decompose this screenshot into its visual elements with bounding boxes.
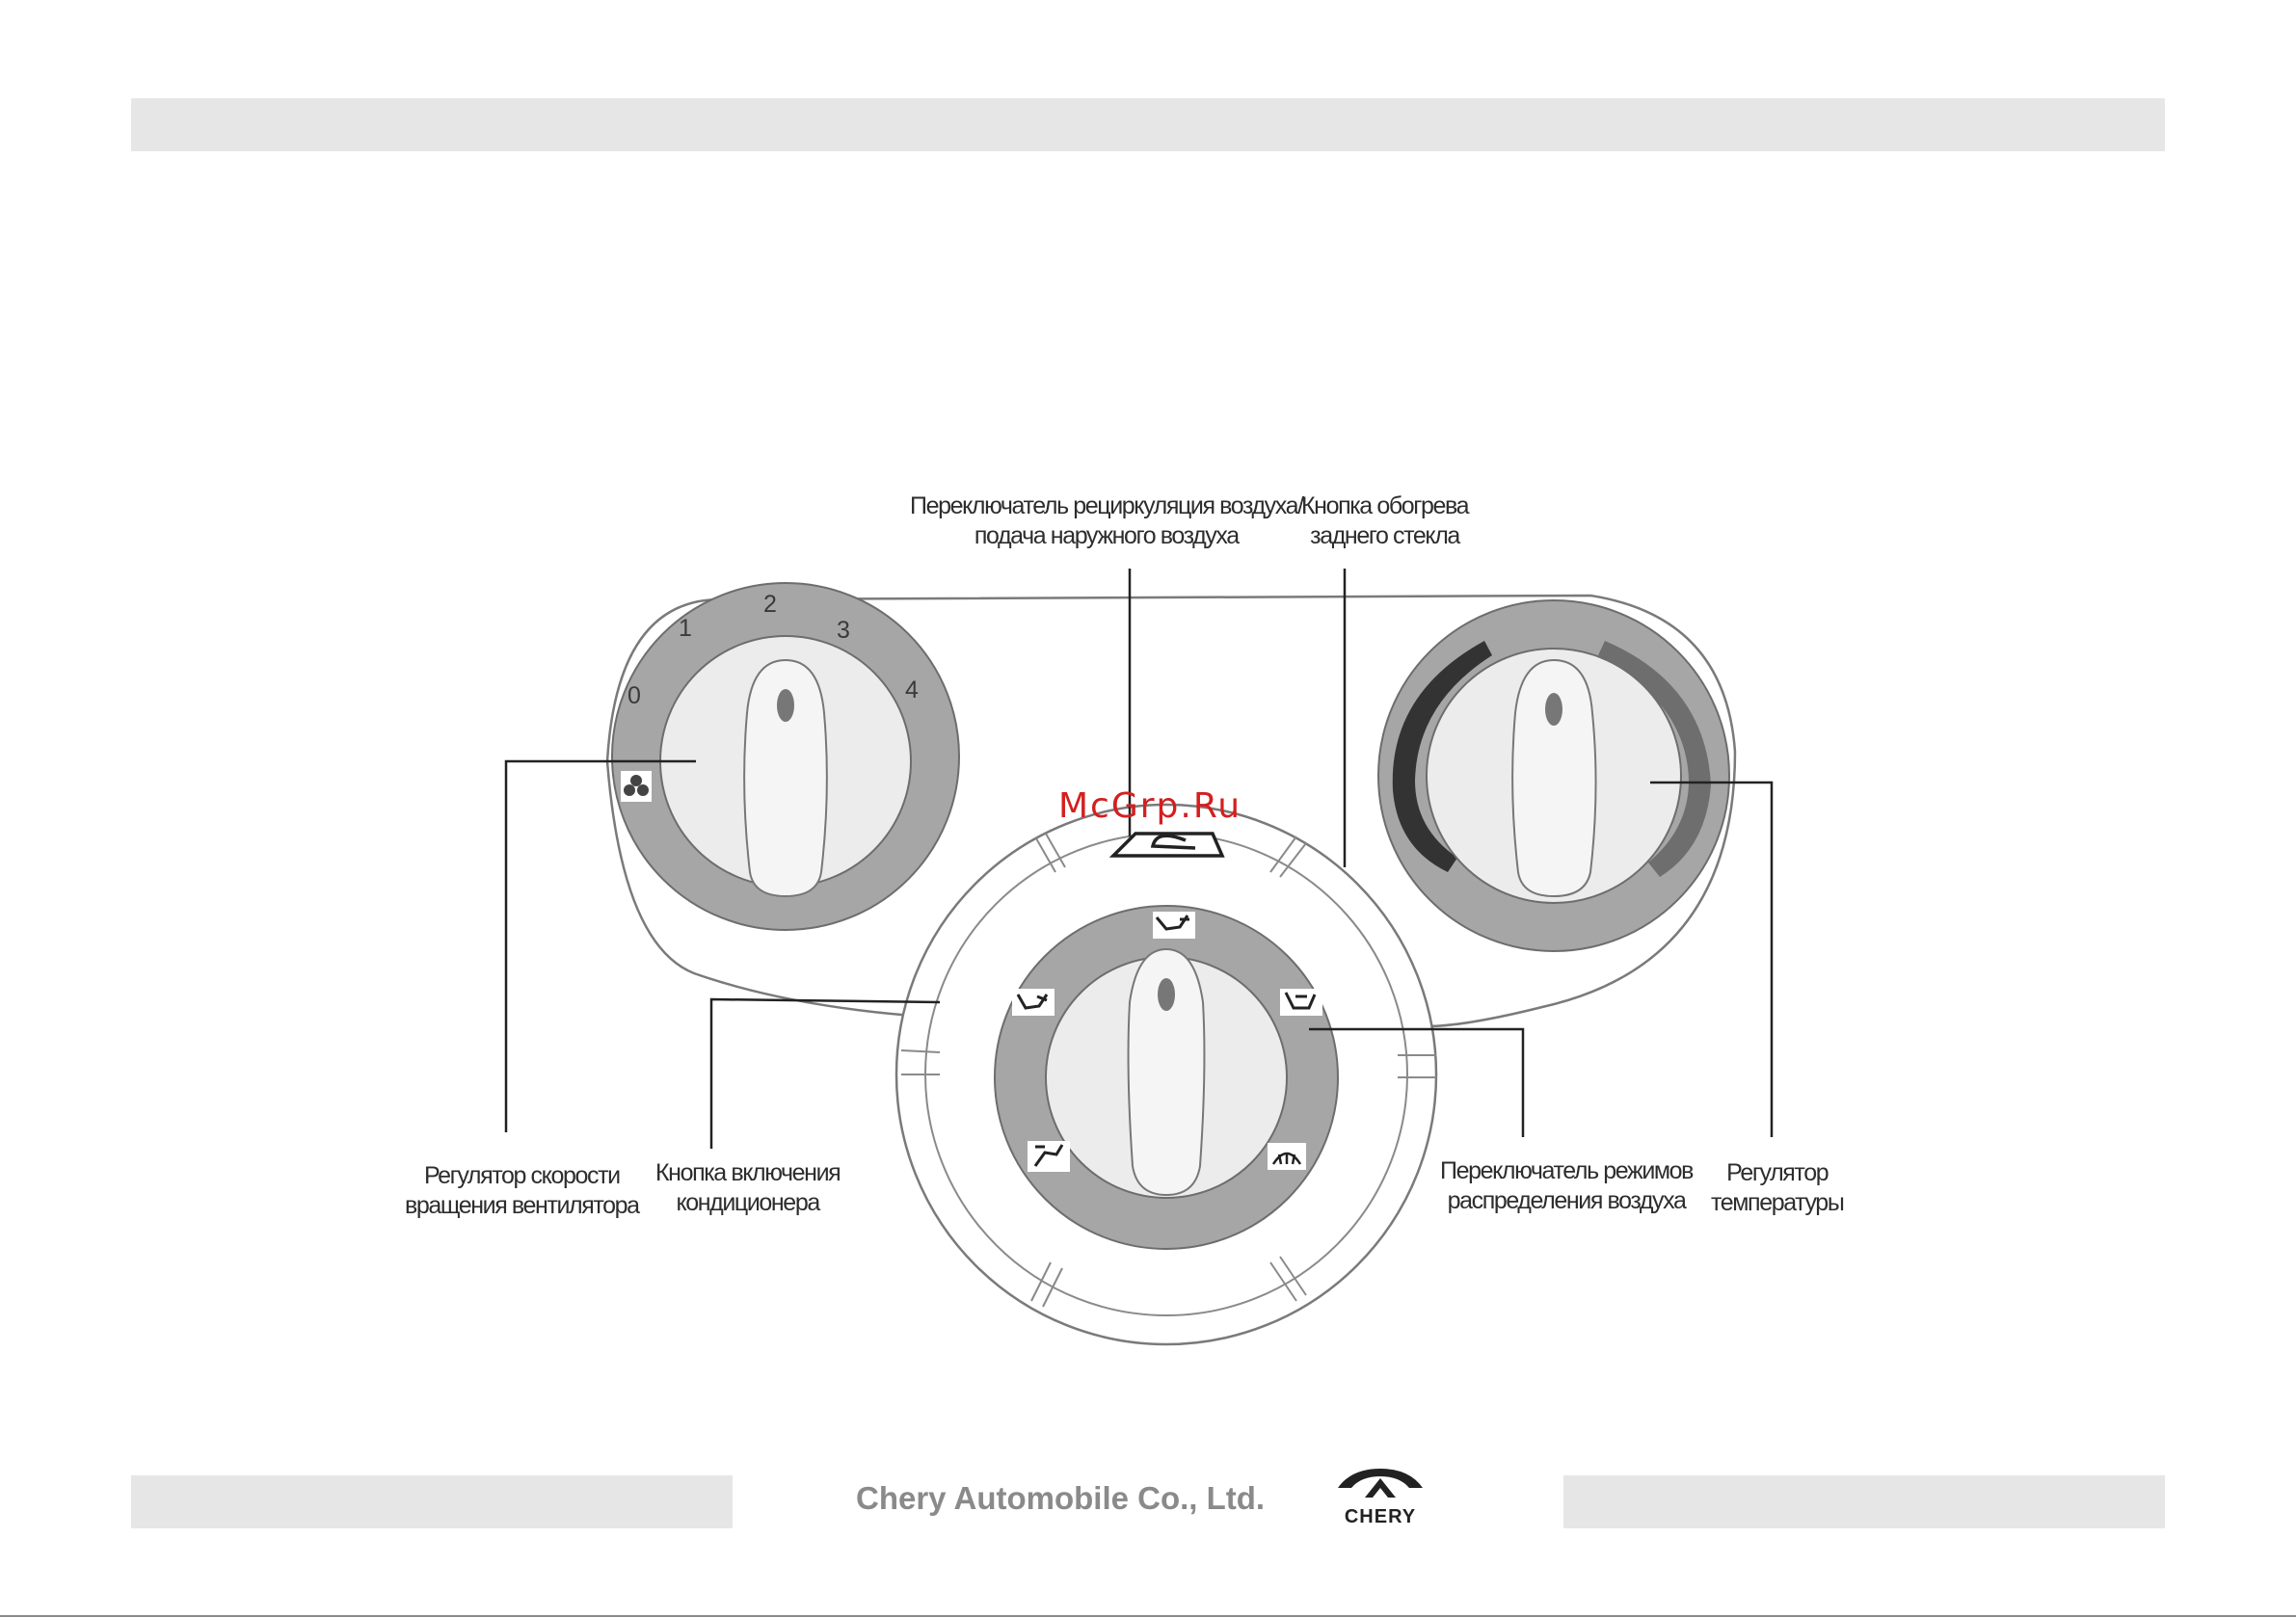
face-feet-icon: [1280, 989, 1322, 1016]
label-rear-defog-line1: Кнопка обогрева: [1301, 492, 1469, 519]
label-ac-button-line2: кондиционера: [676, 1189, 819, 1216]
label-fan-speed-line2: вращения вентилятора: [405, 1192, 639, 1219]
label-mode-selector-line2: распределения воздуха: [1447, 1187, 1686, 1214]
label-recirculation-line1: Переключатель рециркуляция воздуха/: [910, 492, 1303, 519]
footer-company-name: Chery Automobile Co., Ltd.: [856, 1480, 1266, 1516]
label-temperature-line1: Регулятор: [1726, 1159, 1829, 1186]
fan-speed-2: 2: [763, 591, 777, 618]
face-vent-icon: [1153, 912, 1195, 939]
fan-icon: [621, 771, 652, 802]
label-ac-button: [655, 1158, 840, 1218]
logo-text: CHERY: [1344, 1506, 1417, 1526]
temperature-indicator: [1545, 693, 1562, 726]
label-recirculation-line2: подача наружного воздуха: [974, 522, 1239, 549]
fan-speed-1: 1: [679, 615, 692, 642]
label-mode-selector-line1: Переключатель режимов: [1440, 1157, 1694, 1184]
label-fan-speed: [405, 1161, 639, 1221]
bottom-rule: [0, 1615, 2296, 1617]
label-fan-speed-line1: Регулятор скорости: [423, 1162, 620, 1189]
footer-bar-right: [1563, 1475, 2165, 1528]
fan-speed-3: 3: [837, 617, 850, 644]
label-rear-defog-line2: заднего стекла: [1310, 522, 1459, 549]
label-ac-button-line1: Кнопка включения: [655, 1159, 841, 1186]
label-temperature: [1711, 1158, 1843, 1218]
footer-bar-left: [131, 1475, 733, 1528]
chery-logo-icon: [1322, 1465, 1438, 1526]
defrost-icon: [1268, 1143, 1306, 1170]
label-mode-selector: [1440, 1156, 1693, 1216]
feet-icon: [1012, 989, 1055, 1016]
label-recirculation: [910, 491, 1303, 551]
fan-speed-indicator: [777, 689, 794, 722]
fan-speed-0: 0: [627, 682, 641, 709]
label-rear-defog: [1301, 491, 1468, 551]
fan-speed-4: 4: [905, 676, 919, 703]
mode-selector-indicator: [1158, 978, 1175, 1011]
watermark: McGrp.Ru: [1058, 786, 1242, 826]
label-temperature-line2: температуры: [1711, 1189, 1844, 1216]
feet-defrost-icon: [1028, 1141, 1070, 1172]
